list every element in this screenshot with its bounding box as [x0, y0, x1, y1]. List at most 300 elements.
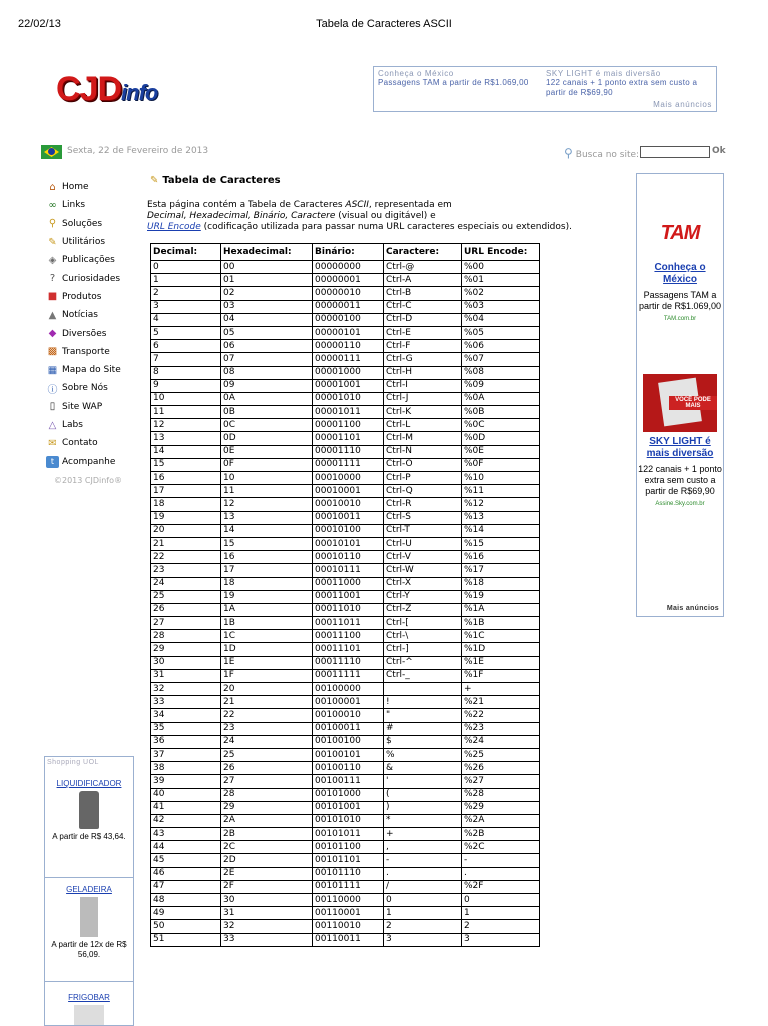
table-row	[151, 406, 540, 419]
sidebar-nav	[46, 178, 121, 471]
cell-url-encode: %12	[462, 498, 540, 511]
cell-url-encode: %18	[462, 577, 540, 590]
top-ad-banner[interactable]	[373, 66, 717, 112]
cell-hexadecimal: 08	[221, 366, 313, 379]
cell-binario: 00011111	[313, 669, 384, 682]
cell-url-encode: %0B	[462, 406, 540, 419]
intro-line2: (visual ou digitável) e	[335, 211, 436, 221]
cell-binario: 00010011	[313, 511, 384, 524]
cell-hexadecimal: 03	[221, 300, 313, 313]
key-icon: ⚲	[48, 218, 57, 230]
cell-url-encode: %19	[462, 590, 540, 603]
cell-decimal: 18	[151, 498, 221, 511]
cell-url-encode: %25	[462, 748, 540, 761]
table-row	[151, 643, 540, 656]
sidebar-item-diversoes[interactable]	[46, 324, 121, 342]
table-row	[151, 366, 540, 379]
top-ad-2-text[interactable]: 122 canais + 1 ponto extra sem custo a partir de R$69,90	[546, 78, 698, 97]
cell-binario: 00000100	[313, 313, 384, 326]
table-row	[151, 630, 540, 643]
envelope-icon: ✉	[48, 437, 57, 449]
cell-caractere: Ctrl-Q	[384, 485, 462, 498]
cell-caractere: Ctrl-S	[384, 511, 462, 524]
cell-hexadecimal: 30	[221, 894, 313, 907]
cell-caractere: 2	[384, 920, 462, 933]
table-row	[151, 379, 540, 392]
table-row	[151, 300, 540, 313]
sidebar-item-label: Contato	[62, 438, 98, 449]
cell-binario: 00101101	[313, 854, 384, 867]
top-ad-2-title[interactable]: SKY LIGHT é mais diversão	[546, 69, 661, 78]
intro-line3: (codificação utilizada para passar numa URL caracteres especiais ou extendidos).	[200, 222, 572, 232]
sidebar-item-wap[interactable]	[46, 398, 121, 416]
sidebar-item-solucoes[interactable]	[46, 215, 121, 233]
sidebar-item-label: Links	[62, 200, 86, 211]
sidebar-item-sobre[interactable]	[46, 379, 121, 397]
cell-binario: 00001001	[313, 379, 384, 392]
cell-binario: 00100011	[313, 722, 384, 735]
cell-url-encode: %00	[462, 261, 540, 274]
cell-hexadecimal: 12	[221, 498, 313, 511]
cell-url-encode: %06	[462, 340, 540, 353]
cell-hexadecimal: 13	[221, 511, 313, 524]
sidebar-item-home[interactable]	[46, 178, 121, 196]
table-row	[151, 326, 540, 339]
cell-decimal: 40	[151, 788, 221, 801]
cell-hexadecimal: 1B	[221, 617, 313, 630]
cell-binario: 00100000	[313, 683, 384, 696]
cell-caractere: ,	[384, 841, 462, 854]
cell-caractere: Ctrl-@	[384, 261, 462, 274]
sidebar-item-contato[interactable]	[46, 434, 121, 452]
cell-binario: 00000000	[313, 261, 384, 274]
cell-caractere: Ctrl-E	[384, 326, 462, 339]
sidebar-item-publicacoes[interactable]	[46, 251, 121, 269]
twitter-icon: t	[46, 456, 59, 468]
games-icon: ◆	[48, 328, 57, 340]
shopping-header: Shopping UOL	[47, 759, 99, 766]
cell-url-encode: %0F	[462, 458, 540, 471]
cell-binario: 00110010	[313, 920, 384, 933]
cell-decimal: 25	[151, 590, 221, 603]
right-ad-1-text[interactable]: Passagens TAM a partir de R$1.069,00	[638, 290, 722, 311]
sidebar-item-mapa[interactable]	[46, 361, 121, 379]
cell-hexadecimal: 17	[221, 564, 313, 577]
cell-decimal: 44	[151, 841, 221, 854]
cell-decimal: 28	[151, 630, 221, 643]
cell-decimal: 8	[151, 366, 221, 379]
cell-binario: 00100110	[313, 762, 384, 775]
cell-hexadecimal: 16	[221, 551, 313, 564]
page-title	[150, 175, 281, 186]
cell-decimal: 19	[151, 511, 221, 524]
cell-url-encode: %1F	[462, 669, 540, 682]
cell-binario: 00101111	[313, 880, 384, 893]
cell-binario: 00010110	[313, 551, 384, 564]
cell-caractere: +	[384, 828, 462, 841]
cell-hexadecimal: 14	[221, 524, 313, 537]
sidebar-item-label: Labs	[62, 420, 83, 430]
url-encode-link[interactable]: URL Encode	[147, 222, 201, 232]
cell-hexadecimal: 10	[221, 472, 313, 485]
cell-hexadecimal: 19	[221, 590, 313, 603]
cell-caractere: Ctrl-M	[384, 432, 462, 445]
cell-binario: 00011010	[313, 603, 384, 616]
cell-url-encode: %21	[462, 696, 540, 709]
top-ad-2[interactable]	[546, 69, 711, 98]
cell-url-encode: %1E	[462, 656, 540, 669]
cell-hexadecimal: 29	[221, 801, 313, 814]
table-row	[151, 274, 540, 287]
cell-hexadecimal: 01	[221, 274, 313, 287]
table-row	[151, 511, 540, 524]
page-title-text: Tabela de Caracteres	[162, 175, 281, 186]
table-row	[151, 748, 540, 761]
product-link[interactable]: GELADEIRA	[66, 885, 112, 894]
cell-decimal: 46	[151, 867, 221, 880]
cell-decimal: 33	[151, 696, 221, 709]
blender-image[interactable]	[79, 791, 99, 829]
cell-caractere: Ctrl-U	[384, 537, 462, 550]
cell-hexadecimal: 0B	[221, 406, 313, 419]
table-body	[151, 261, 540, 947]
cell-caractere: !	[384, 696, 462, 709]
header-binario: Binário:	[313, 244, 384, 261]
current-date: Sexta, 22 de Fevereiro de 2013	[67, 146, 209, 156]
cell-hexadecimal: 25	[221, 748, 313, 761]
cell-caractere: "	[384, 709, 462, 722]
divider	[45, 877, 133, 878]
cell-caractere: /	[384, 880, 462, 893]
cell-caractere: Ctrl-Z	[384, 603, 462, 616]
cell-url-encode: %0D	[462, 432, 540, 445]
cell-caractere: Ctrl-X	[384, 577, 462, 590]
cell-decimal: 32	[151, 683, 221, 696]
table-row	[151, 498, 540, 511]
cell-url-encode: +	[462, 683, 540, 696]
cell-caractere: .	[384, 867, 462, 880]
cell-caractere: 0	[384, 894, 462, 907]
table-row	[151, 551, 540, 564]
cell-decimal: 14	[151, 445, 221, 458]
product-price: A partir de R$ 43,64.	[52, 832, 126, 841]
table-row	[151, 524, 540, 537]
sidebar-item-curiosidades[interactable]	[46, 269, 121, 287]
cell-binario: 00100111	[313, 775, 384, 788]
info-icon: ⓘ	[47, 384, 58, 396]
sidebar-item-label: Publicações	[62, 255, 115, 266]
cell-decimal: 50	[151, 920, 221, 933]
cell-binario: 00100100	[313, 735, 384, 748]
cell-decimal: 36	[151, 735, 221, 748]
cell-decimal: 27	[151, 617, 221, 630]
cell-hexadecimal: 0F	[221, 458, 313, 471]
table-row	[151, 920, 540, 933]
cell-binario: 00000010	[313, 287, 384, 300]
cell-binario: 00101010	[313, 814, 384, 827]
cell-caractere: Ctrl-N	[384, 445, 462, 458]
header-caractere: Caractere:	[384, 244, 462, 261]
cell-binario: 00000110	[313, 340, 384, 353]
cell-binario: 00010100	[313, 524, 384, 537]
cell-url-encode: %1C	[462, 630, 540, 643]
product-link[interactable]: LIQUIDIFICADOR	[56, 779, 122, 788]
product-frigobar[interactable]	[45, 993, 133, 1026]
sidebar-item-noticias[interactable]	[46, 306, 121, 324]
table-row	[151, 867, 540, 880]
right-ad-1-source[interactable]: TAM.com.br	[663, 316, 697, 322]
sidebar-item-label: Home	[62, 182, 89, 193]
cell-binario: 00001100	[313, 419, 384, 432]
top-ad-1-text[interactable]: Passagens TAM a partir de R$1.069,00	[378, 78, 529, 87]
cell-binario: 00000011	[313, 300, 384, 313]
cell-binario: 00001000	[313, 366, 384, 379]
cell-binario: 00101011	[313, 828, 384, 841]
table-row	[151, 788, 540, 801]
sidebar-item-label: Diversões	[62, 328, 107, 339]
cell-url-encode: %0C	[462, 419, 540, 432]
cell-binario: 00010101	[313, 537, 384, 550]
table-row	[151, 880, 540, 893]
cell-url-encode: %1B	[462, 617, 540, 630]
table-row	[151, 907, 540, 920]
product-liquidificador[interactable]	[45, 779, 133, 842]
table-row	[151, 854, 540, 867]
cell-binario: 00011011	[313, 617, 384, 630]
cell-hexadecimal: 0E	[221, 445, 313, 458]
sidebar-item-label: Transporte	[62, 346, 110, 357]
sky-ad-image[interactable]	[643, 374, 717, 432]
table-row	[151, 313, 540, 326]
table-row	[151, 603, 540, 616]
ascii-table	[150, 243, 540, 947]
cell-decimal: 34	[151, 709, 221, 722]
search-label-text: Busca no site:	[575, 150, 640, 160]
cell-hexadecimal: 02	[221, 287, 313, 300]
logo-part1: CJD	[56, 70, 122, 108]
cell-url-encode: %11	[462, 485, 540, 498]
logo-part2: info	[121, 80, 158, 105]
cell-url-encode: %1A	[462, 603, 540, 616]
cell-caractere	[384, 683, 462, 696]
cell-binario: 00010000	[313, 472, 384, 485]
cell-decimal: 12	[151, 419, 221, 432]
table-row	[151, 669, 540, 682]
cell-caractere: Ctrl-]	[384, 643, 462, 656]
cell-binario: 00101110	[313, 867, 384, 880]
cell-hexadecimal: 22	[221, 709, 313, 722]
cell-caractere: &	[384, 762, 462, 775]
cell-url-encode: %24	[462, 735, 540, 748]
cell-caractere: Ctrl-R	[384, 498, 462, 511]
cell-binario: 00010010	[313, 498, 384, 511]
cell-decimal: 43	[151, 828, 221, 841]
right-ad-2-text[interactable]: 122 canais + 1 ponto extra sem custo a partir de R$69,90	[638, 464, 722, 496]
cell-url-encode: %10	[462, 472, 540, 485]
table-row	[151, 472, 540, 485]
cell-decimal: 20	[151, 524, 221, 537]
cell-hexadecimal: 06	[221, 340, 313, 353]
table-row	[151, 287, 540, 300]
cell-binario: 00011001	[313, 590, 384, 603]
cell-url-encode: %08	[462, 366, 540, 379]
sidebar-item-produtos[interactable]	[46, 288, 121, 306]
search-icon: ⚲	[564, 146, 573, 160]
sidebar-item-utilitarios[interactable]	[46, 233, 121, 251]
table-row	[151, 814, 540, 827]
cell-caractere: Ctrl-A	[384, 274, 462, 287]
cell-decimal: 48	[151, 894, 221, 907]
cell-url-encode: %02	[462, 287, 540, 300]
header-url-encode: URL Encode:	[462, 244, 540, 261]
cell-caractere: Ctrl-K	[384, 406, 462, 419]
cell-caractere: Ctrl-W	[384, 564, 462, 577]
cell-url-encode: 1	[462, 907, 540, 920]
cell-url-encode: %17	[462, 564, 540, 577]
cell-decimal: 4	[151, 313, 221, 326]
cell-decimal: 21	[151, 537, 221, 550]
table-row	[151, 458, 540, 471]
cell-decimal: 13	[151, 432, 221, 445]
cell-decimal: 24	[151, 577, 221, 590]
top-ad-1-title[interactable]: Conheça o México	[378, 69, 454, 78]
right-ad-more-link[interactable]: Mais anúncios	[666, 605, 719, 612]
right-ad-1-title[interactable]: Conheça o México	[654, 262, 706, 285]
cell-binario: 00001111	[313, 458, 384, 471]
cell-url-encode: 3	[462, 933, 540, 946]
table-row	[151, 828, 540, 841]
table-row	[151, 735, 540, 748]
intro-part1: Esta página contém a Tabela de Caracteres	[147, 200, 346, 210]
cell-hexadecimal: 1C	[221, 630, 313, 643]
cell-binario: 00010001	[313, 485, 384, 498]
cell-caractere: Ctrl-Y	[384, 590, 462, 603]
cell-decimal: 10	[151, 392, 221, 405]
top-ad-more-link[interactable]: Mais anúncios	[653, 100, 712, 109]
cell-binario: 00000001	[313, 274, 384, 287]
sidebar-item-label: Curiosidades	[62, 273, 121, 284]
cell-hexadecimal: 2B	[221, 828, 313, 841]
sidebar-item-links[interactable]	[46, 196, 121, 214]
cell-hexadecimal: 00	[221, 261, 313, 274]
sidebar-item-label: Produtos	[62, 291, 102, 302]
cell-decimal: 49	[151, 907, 221, 920]
cell-binario: 00011100	[313, 630, 384, 643]
header-hexadecimal: Hexadecimal:	[221, 244, 313, 261]
cell-url-encode: %26	[462, 762, 540, 775]
site-logo[interactable]	[56, 70, 157, 109]
table-row	[151, 709, 540, 722]
cell-url-encode: %03	[462, 300, 540, 313]
satellite-icon: ▲	[48, 309, 57, 321]
table-row	[151, 656, 540, 669]
cell-url-encode: .	[462, 867, 540, 880]
cell-hexadecimal: 0C	[221, 419, 313, 432]
cell-url-encode: %16	[462, 551, 540, 564]
right-ad-2-source[interactable]: Assine.Sky.com.br	[655, 501, 705, 507]
cell-hexadecimal: 0A	[221, 392, 313, 405]
cell-caractere: 1	[384, 907, 462, 920]
sidebar-item-transporte[interactable]	[46, 343, 121, 361]
cell-hexadecimal: 11	[221, 485, 313, 498]
sidebar-item-labs[interactable]	[46, 416, 121, 434]
cell-hexadecimal: 07	[221, 353, 313, 366]
box-icon: ■	[47, 291, 58, 303]
cell-caractere: $	[384, 735, 462, 748]
cell-caractere: Ctrl-_	[384, 669, 462, 682]
cell-url-encode: 0	[462, 894, 540, 907]
cell-caractere: *	[384, 814, 462, 827]
product-geladeira[interactable]	[45, 885, 133, 960]
cell-decimal: 29	[151, 643, 221, 656]
pencil-icon: ✎	[48, 236, 57, 248]
cell-caractere: Ctrl-L	[384, 419, 462, 432]
cell-decimal: 51	[151, 933, 221, 946]
fridge-image[interactable]	[80, 897, 98, 937]
right-ad-2-title[interactable]: SKY LIGHT é mais diversão	[646, 436, 714, 459]
cell-url-encode: %2C	[462, 841, 540, 854]
cell-decimal: 2	[151, 287, 221, 300]
cell-hexadecimal: 18	[221, 577, 313, 590]
cell-decimal: 11	[151, 406, 221, 419]
cell-decimal: 23	[151, 564, 221, 577]
product-link[interactable]: FRIGOBAR	[68, 993, 110, 1002]
sky-badge: VOCÊ PODE MAIS	[669, 396, 717, 410]
right-ad-banner[interactable]	[636, 173, 724, 617]
intro-part2: , representada em	[368, 200, 452, 210]
cell-caractere: %	[384, 748, 462, 761]
minibar-image[interactable]	[74, 1005, 104, 1025]
sidebar-item-acompanhe[interactable]	[46, 452, 121, 470]
cell-decimal: 6	[151, 340, 221, 353]
cell-caractere: Ctrl-F	[384, 340, 462, 353]
tam-logo[interactable]: TAM	[660, 222, 700, 244]
cell-url-encode: %09	[462, 379, 540, 392]
cell-url-encode: %23	[462, 722, 540, 735]
shopping-widget	[44, 756, 134, 1026]
cell-caractere: (	[384, 788, 462, 801]
sidebar-item-label: Acompanhe	[62, 456, 116, 467]
divider	[45, 981, 133, 982]
intro-text	[147, 200, 617, 233]
table-row	[151, 261, 540, 274]
cell-decimal: 42	[151, 814, 221, 827]
table-header-row	[151, 244, 540, 261]
cell-caractere: Ctrl-C	[384, 300, 462, 313]
cell-binario: 00001101	[313, 432, 384, 445]
sidebar-item-label: Sobre Nós	[62, 383, 108, 394]
table-row	[151, 617, 540, 630]
cell-hexadecimal: 09	[221, 379, 313, 392]
cell-hexadecimal: 1D	[221, 643, 313, 656]
cell-decimal: 1	[151, 274, 221, 287]
cell-caractere: 3	[384, 933, 462, 946]
search-input[interactable]	[640, 146, 710, 158]
cell-caractere: )	[384, 801, 462, 814]
table-row	[151, 564, 540, 577]
cell-decimal: 31	[151, 669, 221, 682]
print-title: Tabela de Caracteres ASCII	[316, 18, 452, 30]
table-row	[151, 933, 540, 946]
cell-binario: 00101001	[313, 801, 384, 814]
top-ad-1[interactable]	[378, 69, 543, 88]
question-icon: ?	[49, 273, 56, 285]
cell-decimal: 17	[151, 485, 221, 498]
cell-hexadecimal: 20	[221, 683, 313, 696]
cell-url-encode: %1D	[462, 643, 540, 656]
table-row	[151, 722, 540, 735]
search-ok-button[interactable]: Ok	[712, 146, 726, 156]
